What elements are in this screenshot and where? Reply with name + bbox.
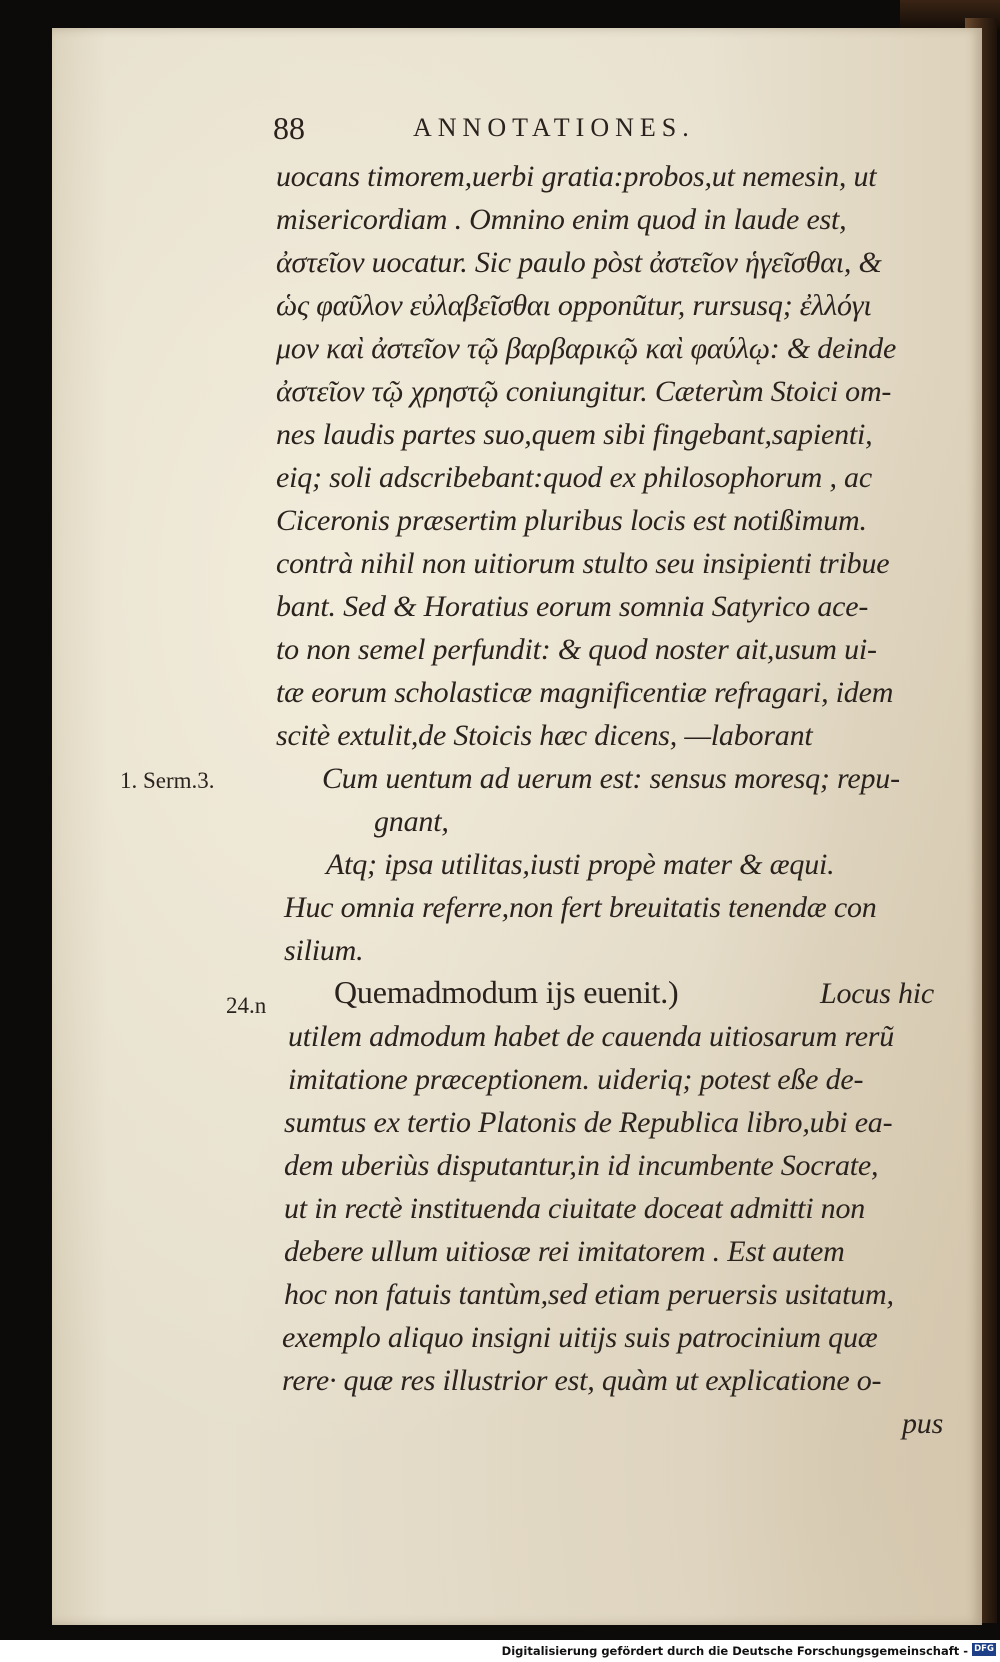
text-line: utilem admodum habet de cauenda uitiosarum rerũ [288,1020,895,1053]
text-line: rere· quæ res illustrior est, quàm ut explicatione o- [282,1364,882,1397]
text-line: misericordiam . Omnino enim quod in laude est, [276,203,847,236]
page-number: 88 [273,110,305,146]
text-line: Huc omnia referre,non fert breuitatis tenendæ con [284,891,877,924]
text-line: ἀστεῖον uocatur. Sic paulo pòst ἀστεῖον ἡγεῖσθαι, & [276,246,882,279]
lemma-quote: Quemadmodum ijs euenit.) [334,974,679,1010]
text-line: debere ullum uitiosæ rei imitatorem . Est autem [284,1235,845,1268]
text-line: sumtus ex tertio Platonis de Republica libro,ubi ea- [284,1106,893,1139]
text-line: ut in rectè instituenda ciuitate doceat admitti non [284,1192,866,1225]
text-line: ὡς φαῦλον εὐλαβεῖσθαι opponũtur, rursusq; ἐλλόγι [276,289,872,322]
text-line: contrà nihil non uitiorum stulto seu insipienti tribue [276,547,890,580]
verse-line: gnant, [374,805,449,838]
text-line: exemplo aliquo insigni uitijs suis patrocinium quæ [282,1321,878,1354]
footer-bar [0,1640,1000,1662]
verse-line: Cum uentum ad uerum est: sensus moresq; repu- [322,762,900,795]
text-line: nes laudis partes suo,quem sibi fingebant,sapienti, [276,418,873,451]
text-line: Ciceronis præsertim pluribus locis est notißimum. [276,504,867,537]
text-line: scitè extulit,de Stoicis hæc dicens, —laborant [276,719,813,752]
text-line: tæ eorum scholasticæ magnificentiæ refragari, idem [276,676,894,709]
running-title: ANNOTATIONES. [413,113,695,142]
catchword: pus [902,1407,944,1440]
text-line: ἀστεῖον τῷ χρηστῷ coniungitur. Cæterùm Stoici om- [276,375,892,408]
text-line: silium. [284,934,364,967]
digitization-credit: Digitalisierung gefördert durch die Deutsche Forschungsgemeinschaft - [501,1644,968,1658]
marginal-reference: 24.n [226,993,267,1018]
text-line: imitatione præceptionem. uideriq; potest eße de- [288,1063,864,1096]
text-line: bant. Sed & Horatius eorum somnia Satyrico ace- [276,590,869,623]
text-line: uocans timorem,uerbi gratia:probos,ut nemesin, ut [276,160,877,193]
text-line: to non semel perfundit: & quod noster ait,usum ui- [276,633,877,666]
text-line: hoc non fatuis tantùm,sed etiam peruersis usitatum, [284,1278,894,1311]
marginal-reference: 1. Serm.3. [120,768,215,793]
dfg-logo: DFG [972,1643,996,1656]
text-line: μον καὶ ἀστεῖον τῷ βαρβαρικῷ καὶ φαύλῳ: & deinde [276,332,897,365]
lemma-continuation: Locus hic [820,977,935,1010]
verse-line: Atq; ipsa utilitas,iusti propè mater & æqui. [326,848,835,881]
text-line: eiq; soli adscribebant:quod ex philosophorum , ac [276,461,872,494]
text-line: dem uberiùs disputantur,in id incumbente Socrate, [284,1149,879,1182]
